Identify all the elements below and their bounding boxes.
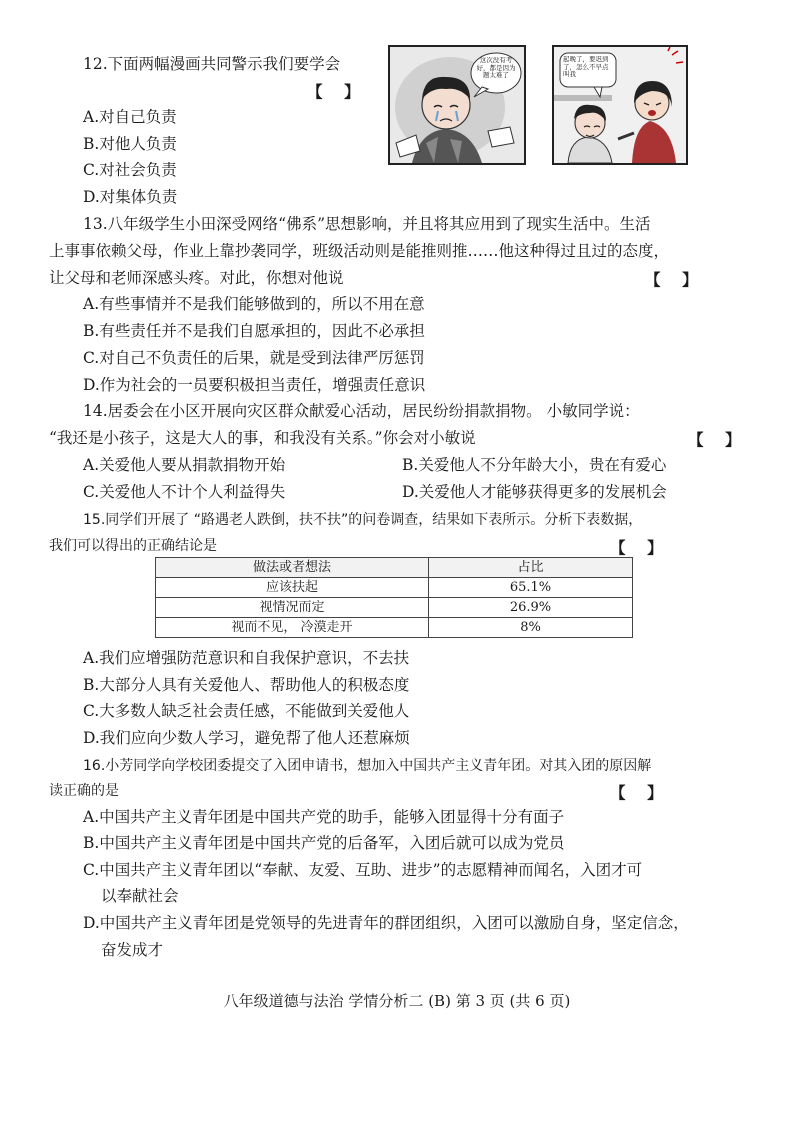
- table-cell: 8%: [429, 618, 633, 638]
- q15-stem-line-2: 我们可以得出的正确结论是: [49, 538, 217, 554]
- q12-stem: 12.下面两幅漫画共同警示我们要学会: [83, 55, 341, 73]
- q16-option-c: C.中国共产主义青年团以“奉献、友爱、互助、进步”的志愿精神而闻名，入团才可: [83, 861, 643, 879]
- table-cell: 应该扶起: [156, 578, 429, 598]
- q15-option-c: C.大多数人缺乏社会责任感，不能做到关爱他人: [83, 702, 410, 720]
- q15-option-d: D.我们应向少数人学习，避免帮了他人还惹麻烦: [83, 729, 410, 747]
- q16-option-c-cont: 以奉献社会: [101, 887, 179, 905]
- q13-stem-line-3: 让父母和老师深感头疼。对此，你想对他说: [49, 269, 344, 287]
- q14-option-a: A.关爱他人要从捐款捐物开始: [83, 456, 286, 474]
- q13-option-d: D.作为社会的一员要积极担当责任，增强责任意识: [83, 376, 426, 394]
- q13-answer-bracket: 【 】: [645, 270, 698, 289]
- q16-option-d: D.中国共产主义青年团是党领导的先进青年的群团组织，入团可以激励自身，坚定信念，: [83, 914, 689, 932]
- q16-option-a: A.中国共产主义青年团是中国共产党的助手，能够入团显得十分有面子: [83, 808, 565, 826]
- q12-option-a: A.对自己负责: [83, 108, 177, 126]
- comic-student-crying: [388, 45, 526, 165]
- q12-answer-bracket: 【 】: [307, 82, 360, 101]
- q14-option-d: D.关爱他人才能够获得更多的发展机会: [402, 483, 667, 501]
- q14-stem-line-1: 14.居委会在小区开展向灾区群众献爱心活动，居民纷纷捐款捐物。 小敏同学说：: [83, 402, 640, 420]
- comic-2-illustration: [554, 47, 686, 163]
- comic-1-illustration: [390, 47, 524, 163]
- q13-option-c: C.对自己不负责任的后果，就是受到法律严厉惩罚: [83, 349, 425, 367]
- q16-option-b: B.中国共产主义青年团是中国共产党的后备军，入团后就可以成为党员: [83, 834, 565, 852]
- table-row: [156, 598, 633, 618]
- table-header-cell: 做法或者想法: [156, 558, 429, 578]
- table-cell: 65.1%: [429, 578, 633, 598]
- survey-table: [155, 557, 633, 638]
- q14-stem-line-2: “我还是小孩子，这是大人的事，和我没有关系。”你会对小敏说: [49, 429, 476, 447]
- q12-option-c: C.对社会负责: [83, 161, 177, 179]
- q13-option-a: A.有些事情并不是我们能够做到的，所以不用在意: [83, 295, 425, 313]
- q13-option-b: B.有些责任并不是我们自愿承担的，因此不必承担: [83, 322, 425, 340]
- q16-answer-bracket: 【 】: [610, 783, 663, 802]
- q16-stem-line-1: 16.小芳同学向学校团委提交了入团申请书，想加入中国共产主义青年团。对其入团的原因解: [83, 758, 652, 774]
- table-header-cell: 占比: [429, 558, 633, 578]
- q16-stem-line-2: 读正确的是: [49, 783, 119, 799]
- q14-answer-bracket: 【 】: [688, 430, 741, 449]
- comic-late-for-school: [552, 45, 688, 165]
- table-cell: 26.9%: [429, 598, 633, 618]
- q14-option-c: C.关爱他人不计个人利益得失: [83, 483, 286, 501]
- q12-option-b: B.对他人负责: [83, 135, 177, 153]
- page-footer: 八年级道德与法治 学情分析二 (B) 第 3 页 (共 6 页): [223, 992, 571, 1010]
- q15-answer-bracket: 【 】: [610, 538, 663, 557]
- q12-option-d: D.对集体负责: [83, 188, 178, 206]
- table-row: [156, 618, 633, 638]
- q16-option-d-cont: 奋发成才: [101, 941, 164, 959]
- table-cell: 视情况而定: [156, 598, 429, 618]
- q15-option-b: B.大部分人具有关爱他人、帮助他人的积极态度: [83, 676, 410, 694]
- table-header-row: [156, 558, 633, 578]
- table-cell: 视而不见， 冷漠走开: [156, 618, 429, 638]
- q13-stem-line-1: 13.八年级学生小田深受网络“佛系”思想影响，并且将其应用到了现实生活中。生活: [83, 215, 651, 233]
- q14-option-b: B.关爱他人不分年龄大小，贵在有爱心: [402, 456, 667, 474]
- comic-1-bubble-text: 这次没有考好，都是因为题太难了: [476, 57, 516, 79]
- table-row: [156, 578, 633, 598]
- q13-stem-line-2: 上事事依赖父母，作业上靠抄袭同学，班级活动则是能推则推……他这种得过且过的态度，: [49, 242, 670, 260]
- comic-2-bubble-text: 起晚了，要迟到了，怎么不早点叫我: [563, 56, 609, 78]
- q15-option-a: A.我们应增强防范意识和自我保护意识，不去扶: [83, 649, 410, 667]
- q15-stem-line-1: 15.同学们开展了 “路遇老人跌倒，扶不扶”的问卷调查，结果如下表所示。分析下表数据，: [83, 512, 643, 528]
